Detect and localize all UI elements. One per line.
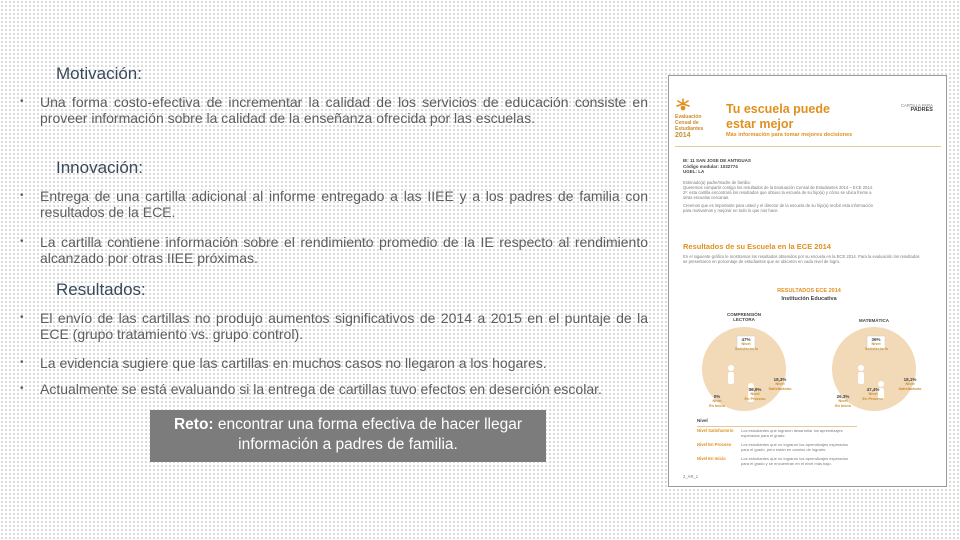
bullet-dot: •	[20, 357, 24, 368]
report-subtitle: Más información para tomar mejores decisiones	[726, 132, 853, 138]
logo-text: Evaluación Censal de Estudiantes 2014	[675, 114, 704, 139]
intro-text: Estimado(a) padre/madre de familia: Queremos compartir contigo los resultados de la Evaluación Censal de Estudiantes 2014 – ECE 2014. 2º: esta cartilla encontrará los resultados que obtuvo la escuela de su hijo(a) y cómo se ubica frente a otras escuelas cercanas. Creemos que es importante para usted y el director de la escuela de su hijo(a) recibir esta información para motivarnos y mejorar en todo lo que nos hace.	[683, 180, 874, 213]
matematica-satisfactorio: 36% Nivel Satisfactorio	[865, 337, 888, 351]
bullet-resultados-2	[20, 355, 648, 371]
bullet-text: La evidencia sugiere que las cartillas en muchos casos no llegaron a los hogares.	[40, 355, 547, 371]
bullet-dot: •	[20, 236, 24, 247]
challenge-callout	[150, 410, 546, 462]
callout-text: encontrar una forma efectiva de hacer llegar información a padres de familia.	[213, 416, 523, 453]
bullet-text: El envío de las cartillas no produjo aumentos significativos de 2014 a 2015 en el puntaje de la ECE (grupo tratamiento vs. grupo control).	[40, 310, 648, 342]
bullet-resultados-1	[20, 310, 648, 342]
bullet-text: Una forma costo-efectiva de incrementar la calidad de los servicios de educación consiste en proveer información sobre la calidad de la enseñanza ofrecida por las escuelas.	[40, 94, 648, 126]
legend-row-3: Nivel En Inicio Los estudiantes que no lograron los aprendizajes esperados para el grado y se encuentran en el nivel más bajo.	[697, 456, 848, 466]
bullet-text: Entrega de una cartilla adicional al informe entregado a las IIEE y a los padres de familia con resultados de la ECE.	[40, 188, 648, 220]
report-tag: CARTILLA PARA PADRES	[901, 103, 933, 113]
heading-innovacion: Innovación:	[56, 158, 143, 177]
bullet-dot: •	[20, 96, 24, 107]
bullet-dot: •	[20, 383, 24, 394]
legend	[697, 428, 855, 466]
bullet-text: Actualmente se está evaluando si la entrega de cartillas tuvo efectos en deserción escolar.	[40, 381, 602, 397]
lectora-satisfactorio: 47% Nivel Satisfactorio	[735, 337, 758, 351]
heading-motivacion: Motivación:	[56, 64, 142, 83]
callout-label: Reto:	[173, 416, 214, 433]
bullet-innovacion-2	[20, 234, 648, 266]
school-info: IE: 11 SAN JOSE DE ANTIGUAS Código modular: 1032774 UGEL: LA	[683, 158, 751, 174]
heading-resultados: Resultados:	[56, 280, 146, 299]
lectora-low: 36,9% Nivel En Proceso	[744, 387, 766, 401]
results-box-title: RESULTADOS ECE 2014	[777, 288, 841, 294]
divider	[675, 146, 941, 147]
lectora-bottom: 0% Nivel En Inicio	[709, 394, 725, 408]
results-text: En el siguiente gráfico le mostramos los resultados obtenidos por su escuela en la ECE 2014. Para la evaluación los resultados se presentaron en porcentaje de estudiantes que se ubicaron en cada nivel de logro.	[683, 254, 920, 264]
report-card-image	[668, 75, 947, 487]
matematica-mid: 18,1% Nivel Satisfactorio	[898, 377, 922, 391]
lectora-mid: 18,3% Nivel Satisfactorio	[768, 377, 792, 391]
legend-row-2: Nivel En Proceso Los estudiantes que no lograron los aprendizajes esperados para el grado, pero están en camino de lograrlo.	[697, 442, 848, 452]
comp-lectora-label: COMPRENSIÓN LECTORA	[726, 312, 761, 322]
comp-matematica-label: MATEMÁTICA	[859, 318, 889, 323]
bullet-resultados-3	[20, 381, 648, 397]
matematica-bottom: 26,3% Nivel En Inicio	[835, 394, 851, 408]
bullet-dot: •	[20, 190, 24, 201]
report-title: Tu escuela puede estar mejor	[726, 102, 830, 131]
results-heading: Resultados de su Escuela en la ECE 2014	[683, 242, 831, 251]
legend-title: Nivel	[697, 418, 708, 423]
bullet-dot: •	[20, 312, 24, 323]
legend-row-1: Nivel Satisfactorio Los estudiantes que lograron desarrollar los aprendizajes esperados para el grado.	[697, 428, 843, 438]
report-footer: 2_AR_1	[683, 474, 699, 479]
results-box-subtitle: Institución Educativa	[781, 296, 837, 302]
matematica-low: 47,4% Nivel En Proceso	[862, 387, 884, 401]
bullet-text: La cartilla contiene información sobre el rendimiento promedio de la IE respecto al rendimiento alcanzado por otras IIEE próximas.	[40, 234, 648, 266]
bullet-innovacion-1	[20, 188, 648, 220]
bullet-motivacion-1	[20, 94, 648, 126]
sun-logo-icon	[675, 98, 691, 112]
